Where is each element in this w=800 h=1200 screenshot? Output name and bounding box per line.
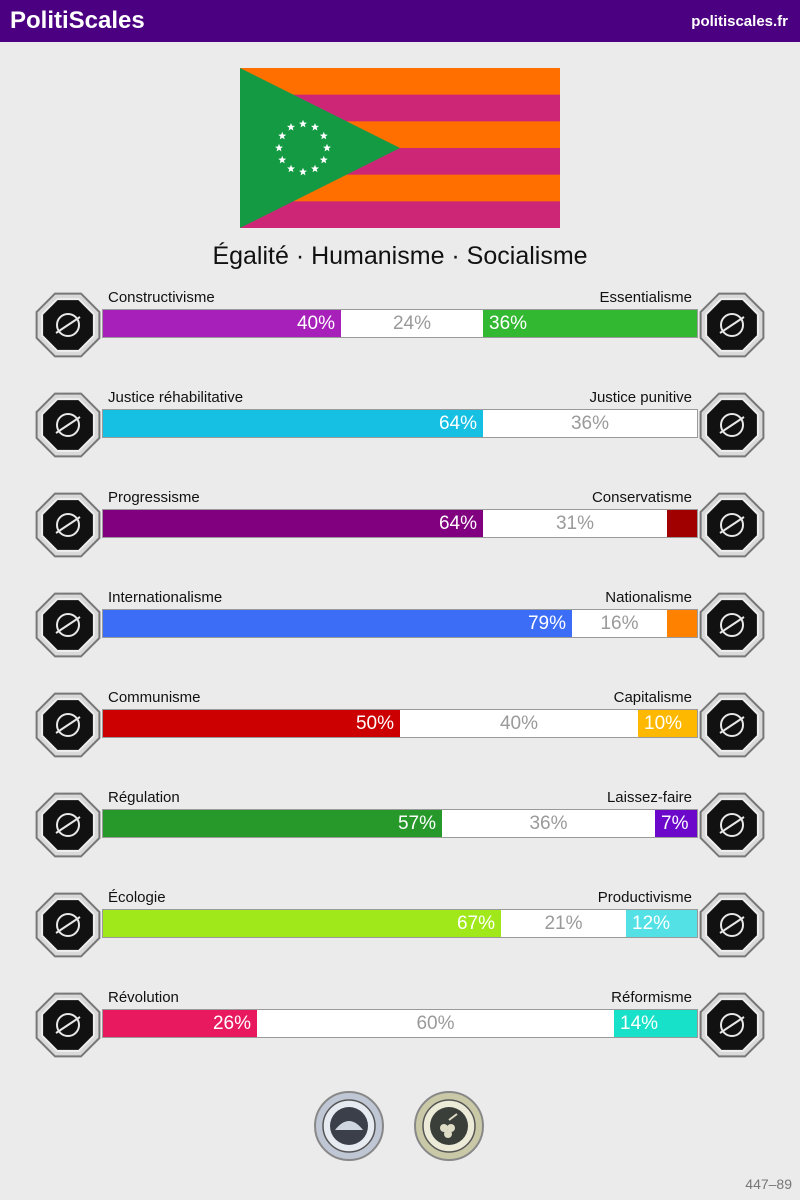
axis-left-segment: 79% — [103, 610, 572, 637]
axis-row — [0, 789, 800, 869]
axis-bar — [102, 409, 698, 438]
axis-right-segment: 12% — [626, 910, 697, 937]
axis-bar — [102, 309, 698, 338]
axis-right-segment: 36% — [483, 310, 697, 337]
money-bag-icon — [696, 689, 768, 761]
axis-neutral-segment: 24% — [392, 313, 432, 334]
axis-right-segment — [667, 510, 697, 537]
veganism-seal-icon — [413, 1090, 485, 1162]
axis-row — [0, 589, 800, 669]
axis-right-label: Productivisme — [597, 889, 692, 906]
flag-stripe — [240, 68, 560, 95]
result-code: 447–89 — [745, 1176, 792, 1192]
axis-right-segment: 14% — [614, 1010, 697, 1037]
axis-left-label: Internationalisme — [108, 589, 223, 606]
axis-bar — [102, 709, 698, 738]
axis-left-segment: 50% — [103, 710, 400, 737]
axis-neutral-segment: 60% — [416, 1013, 455, 1034]
axis-neutral-segment: 36% — [529, 813, 568, 834]
axis-left-label: Révolution — [108, 989, 179, 1006]
axis-row — [0, 689, 800, 769]
axis-left-label: Écologie — [108, 889, 166, 906]
prison-bars-icon — [696, 389, 768, 461]
hammer-sickle-icon — [32, 689, 104, 761]
flag — [240, 68, 560, 228]
axis-left-segment: 64% — [103, 510, 483, 537]
axis-left-label: Communisme — [108, 689, 201, 706]
axis-left-segment: 26% — [103, 1010, 257, 1037]
axis-right-label: Nationalisme — [605, 589, 692, 606]
axis-bar — [102, 809, 698, 838]
axis-right-segment: 7% — [655, 810, 697, 837]
axis-left-label: Progressisme — [108, 489, 200, 506]
axis-left-label: Justice réhabilitative — [108, 389, 244, 406]
slogan: Égalité · Humanisme · Socialisme — [212, 242, 588, 270]
axis-bar — [102, 1009, 698, 1038]
axis-right-label: Essentialisme — [599, 289, 692, 306]
globe-icon — [32, 589, 104, 661]
comet-icon — [32, 489, 104, 561]
axis-neutral-segment: 36% — [570, 413, 610, 434]
axis-left-segment: 57% — [103, 810, 442, 837]
axis-row — [0, 989, 800, 1069]
axis-right-label: Justice punitive — [589, 389, 692, 406]
axis-left-segment: 64% — [103, 410, 483, 437]
axis-row — [0, 389, 800, 469]
axis-right-label: Capitalisme — [613, 689, 692, 706]
axis-right-label: Conservatisme — [591, 489, 692, 506]
axis-neutral-segment: 31% — [555, 513, 595, 534]
axis-neutral-segment: 21% — [544, 913, 583, 934]
axis-right-segment: 10% — [638, 710, 697, 737]
axis-left-label: Régulation — [108, 789, 180, 806]
axis-right-label: Réformisme — [611, 989, 692, 1006]
eye-icon — [32, 289, 104, 361]
axis-bar — [102, 509, 698, 538]
ruler-icon — [32, 789, 104, 861]
axis-row — [0, 489, 800, 569]
axis-right-label: Laissez-faire — [606, 789, 692, 806]
handshake-icon — [32, 389, 104, 461]
axis-left-segment: 40% — [103, 310, 341, 337]
flower-icon — [696, 289, 768, 361]
butterfly-icon — [696, 789, 768, 861]
gear-icon — [696, 889, 768, 961]
axis-left-segment: 67% — [103, 910, 501, 937]
site-link[interactable]: politiscales.fr — [691, 13, 788, 30]
house-icon — [696, 989, 768, 1061]
axis-row — [0, 289, 800, 369]
pragmatism-seal-icon — [313, 1090, 385, 1162]
fist-icon — [32, 989, 104, 1061]
axis-neutral-segment: 40% — [499, 713, 539, 734]
flag-icon — [696, 589, 768, 661]
axis-neutral-segment: 16% — [600, 613, 639, 634]
top-bar — [0, 0, 800, 42]
brand-logo[interactable]: PolitiScales — [10, 7, 145, 34]
axis-row — [0, 889, 800, 969]
axis-left-label: Constructivisme — [108, 289, 215, 306]
sprout-icon — [32, 889, 104, 961]
axis-right-segment — [667, 610, 697, 637]
quill-pen-icon — [696, 489, 768, 561]
axis-bar — [102, 609, 698, 638]
axis-bar — [102, 909, 698, 938]
flag-stripe — [240, 201, 560, 228]
